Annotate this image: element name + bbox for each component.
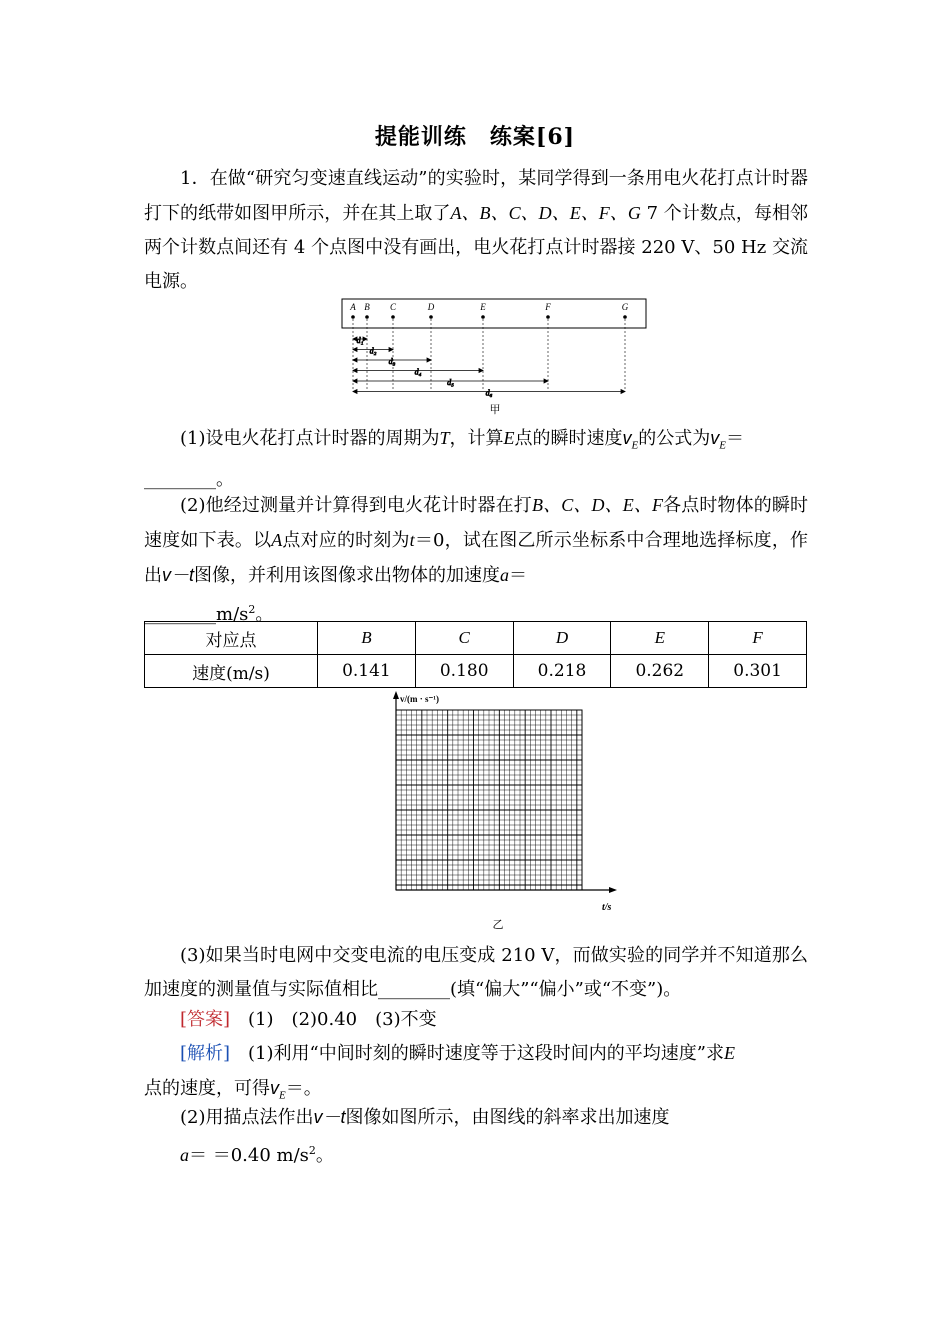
tape-point — [429, 315, 433, 319]
table-cell: 速度(m/s) — [145, 655, 318, 688]
part1-text-d: 的公式为 — [638, 428, 711, 449]
var-vt: v－t — [162, 565, 195, 585]
analysis-sup: 2 — [308, 1144, 316, 1157]
var-T: T — [439, 428, 450, 448]
analysis-2 — [144, 1100, 808, 1135]
tape-point-label: F — [545, 302, 551, 312]
tape-point — [481, 315, 485, 319]
table-cell: E — [611, 622, 709, 655]
part2-text-b: 各点时物体的瞬时速度如下表。以 — [144, 495, 809, 551]
part1-text-c: 点的瞬时速度 — [514, 428, 623, 449]
var-A: A — [271, 530, 283, 550]
part3-end: (填“偏大”“偏小”或“不变”)。 — [450, 979, 682, 1000]
analysis-3b-text: ＝ ＝0.40 m/s — [189, 1145, 309, 1166]
arrow-head — [427, 358, 431, 362]
analysis-2a-text: (2)用描点法作出 — [180, 1107, 314, 1128]
tape-point — [623, 315, 627, 319]
grid-ylabel: v/(m · s⁻¹) — [400, 694, 439, 704]
arrow-head — [363, 337, 367, 341]
var-E: E — [503, 428, 515, 448]
distance-label: d₂ — [369, 346, 377, 356]
table-cell: F — [709, 622, 807, 655]
grid-xlabel: t/s — [602, 902, 612, 913]
distance-label: d₁ — [356, 336, 364, 345]
equals-sign-2: ＝ — [509, 565, 528, 586]
table-cell: 对应点 — [145, 622, 318, 655]
question-1-intro — [144, 162, 808, 299]
tape-point-label: G — [621, 302, 629, 312]
answer-blank-2: ________ — [144, 604, 216, 625]
var-v: v — [622, 428, 632, 448]
tape-point-label: A — [350, 302, 356, 312]
question-1-part3 — [144, 939, 808, 1007]
figure-tape — [335, 295, 655, 420]
table-cell: 0.141 — [318, 655, 416, 688]
analysis-3d-text: 。 — [315, 1145, 334, 1166]
tape-point-label: D — [427, 302, 435, 312]
tape-point — [365, 315, 369, 319]
analysis-3 — [144, 1134, 808, 1173]
question-1-part2 — [144, 488, 808, 632]
analysis-var-v-sub: E — [279, 1089, 286, 1102]
tape-point — [351, 315, 355, 319]
period-2: 。 — [255, 604, 274, 625]
var-v-2: v — [710, 428, 720, 448]
var-t: t — [409, 530, 415, 550]
grid-caption: 乙 — [492, 919, 504, 931]
answer-tag: [答案] — [180, 1009, 231, 1030]
intro-text-b: 7 个计数点，每相邻两个计数点间还有 4 个点图中没有画出，电火花打点计时器接 220 V、50 Hz 交流电源。 — [144, 203, 809, 292]
tape-point — [546, 315, 550, 319]
arrow-head — [353, 369, 357, 373]
var-a: a — [500, 565, 510, 585]
distance-label: d₃ — [388, 357, 396, 366]
table-cell: B — [318, 622, 416, 655]
arrow-head — [479, 369, 483, 373]
table-cell: 0.218 — [513, 655, 611, 688]
distance-label: d₅ — [447, 378, 454, 387]
arrow-head — [353, 348, 357, 352]
arrow-head — [353, 379, 357, 383]
arrow-head — [353, 390, 357, 394]
var-v-sub-2: E — [719, 439, 726, 452]
tape-point-label: B — [364, 302, 370, 312]
part2-text-a: (2)他经过测量并计算得到电火花计时器在打 — [180, 495, 532, 516]
analysis-var-E: E — [723, 1043, 735, 1063]
question-1-part1 — [144, 421, 808, 497]
part1-text-a: (1)设电火花打点计时器的周期为 — [180, 428, 440, 449]
table-header-row — [145, 622, 807, 655]
unit-sup: 2 — [248, 603, 256, 616]
answer-blank-3: ________ — [378, 979, 450, 1000]
answer-text: (1) (2)0.40 (3)不变 — [248, 1009, 437, 1030]
answer-line — [144, 1003, 808, 1037]
table-cell: 0.301 — [709, 655, 807, 688]
arrow-head — [621, 390, 625, 394]
answer-blank-1: ________ — [144, 468, 216, 490]
intro-text-a: 1．在做“研究匀变速直线运动”的实验时，某同学得到一条用电火花打点计时器打下的纸带如图甲所示，并在其上取了 — [144, 168, 808, 224]
table-cell: 0.180 — [415, 655, 513, 688]
part2-text-c: 点对应的时刻为 — [282, 530, 410, 551]
distance-label: d₆ — [485, 388, 493, 398]
part2-text-e: 图像，并利用该图像求出物体的加速度 — [194, 565, 501, 586]
var-v-sub: E — [631, 439, 639, 452]
figure-tape-caption: 甲 — [489, 404, 501, 416]
analysis-var-v: v — [270, 1078, 279, 1098]
part2-points: B、C、D、E、F — [531, 495, 663, 515]
period: 。 — [216, 468, 234, 490]
part3-text: (3)如果当时电网中交变电流的电压变成 210 V，而做实验的同学并不知道那么加速度的测量值与实际值相比 — [144, 945, 808, 1000]
table-cell: C — [415, 622, 513, 655]
analysis-1-text: (1)利用“中间时刻的瞬时速度等于这段时间内的平均速度”求 — [248, 1043, 724, 1064]
unit: m/s — [216, 604, 249, 625]
analysis-2b-text: 图像如图所示，由图线的斜率求出加速度 — [345, 1107, 670, 1128]
analysis-tag: [解析] — [180, 1043, 231, 1064]
part2-text-d: ＝0，试在图乙所示坐标系中合理地选择标度，作出 — [144, 530, 809, 586]
part1-text-b: ，计算 — [449, 428, 504, 449]
tape-point — [391, 315, 395, 319]
analysis-1c-text: ＝。 — [285, 1078, 322, 1099]
tape-point-label: C — [389, 302, 397, 312]
table-row — [145, 655, 807, 688]
tape-point-label: E — [480, 302, 486, 312]
distance-label: d₄ — [414, 367, 422, 377]
table-cell: 0.262 — [611, 655, 709, 688]
analysis-1b-text: 点的速度，可得 — [144, 1078, 270, 1099]
figure-grid — [368, 688, 628, 933]
points-list: A、B、C、D、E、F、G — [450, 203, 641, 223]
analysis-var-a: a — [180, 1145, 189, 1165]
arrow-head — [353, 358, 357, 362]
equals-sign: ＝ — [725, 428, 744, 449]
arrow-head — [389, 348, 393, 352]
velocity-table — [144, 621, 807, 688]
table-cell: D — [513, 622, 611, 655]
page-title: 提能训练 练案[6] — [374, 124, 576, 150]
analysis-var-vt: v－t — [313, 1107, 346, 1127]
arrow-head — [544, 379, 548, 383]
